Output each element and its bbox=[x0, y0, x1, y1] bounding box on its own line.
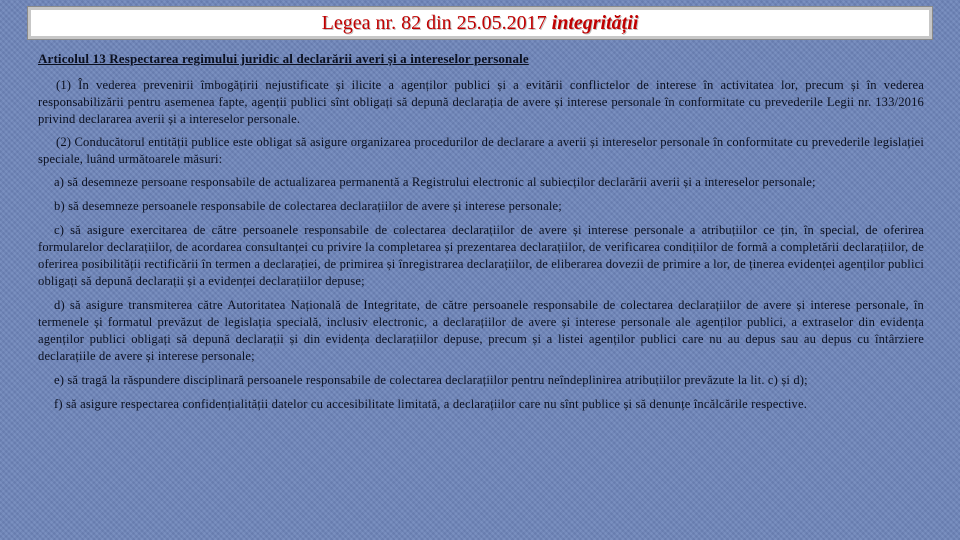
list-item-c: c) să asigure exercitarea de către persoanele responsabile de colectarea declarațiilor de avere și interese personale a atribuțiilor ce țin, în special, de oferirea formularelor declarațiilor, de acordarea consultanței cu privire la completarea și prezentarea declarațiilor, de verificarea condițiilor de formă a completării declarațiilor, de oferirea posibilității rectificării în termen a declarației, de primirea și înregistrarea declarațiilor, de eliberarea dovezii de primire a lor, de ținerea evidenței agenților publici obligați să depună declarații și a evidenței declarațiilor depuse; bbox=[38, 223, 924, 288]
list-item-b: b) să desemneze persoanele responsabile de colectarea declarațiilor de avere și interese personale; bbox=[54, 199, 562, 213]
list-item-d: d) să asigure transmiterea către Autoritatea Națională de Integritate, de către persoanele responsabile de colectarea declarațiilor de avere și interese personale, în termenele și formatul prevăzut de legislația specială, inclusiv electronic, a declarațiilor de avere și interese personale ale agenților publici, a extraselor din evidența agenților publici obligați să depună declarații și din evidența declarațiilor depuse, precum și a listei agenților publici care nu au depus sau au depus cu întârziere declarațiile de avere și interese personale; bbox=[38, 298, 924, 363]
list-item-a: a) să desemneze persoane responsabile de actualizarea permanentă a Registrului electronic al subiecților declarării averii și a intereselor personale; bbox=[54, 175, 816, 189]
list-item-f: f) să asigure respectarea confidențialității datelor cu accesibilitate limitată, a declarațiilor care nu sînt publice și să denunțe încălcările respective. bbox=[54, 397, 807, 411]
slide-content bbox=[38, 50, 924, 420]
article-heading: Articolul 13 Respectarea regimului juridic al declarării averi și a intereselor personale bbox=[38, 51, 529, 66]
paragraph-2: (2) Conducătorul entității publice este obligat să asigure organizarea procedurilor de declarare a averii și intereselor personale în conformitate cu prevederile legislației speciale, luând următoarele măsuri: bbox=[38, 135, 924, 166]
list-item-e: e) să tragă la răspundere disciplinară persoanele responsabile de colectarea declarațiilor pentru neîndeplinirea atribuțiilor prevăzute la lit. c) și d); bbox=[54, 373, 808, 387]
title-italic: integrității bbox=[551, 12, 639, 34]
title-main: Legea nr. 82 din 25.05.2017 bbox=[321, 12, 552, 34]
paragraph-1: (1) În vederea prevenirii îmbogățirii nejustificate și ilicite a agenților publici și a evitării conflictelor de interese în activitatea lor, precum și în vederea responsabilizării pentru asemenea fapte, agenții publici sînt obligați să depună declarația de avere și interese personale în conformitate cu prevederile Legii nr. 133/2016 privind declararea averii și a intereselor personale. bbox=[38, 78, 924, 126]
slide-title bbox=[28, 7, 932, 39]
